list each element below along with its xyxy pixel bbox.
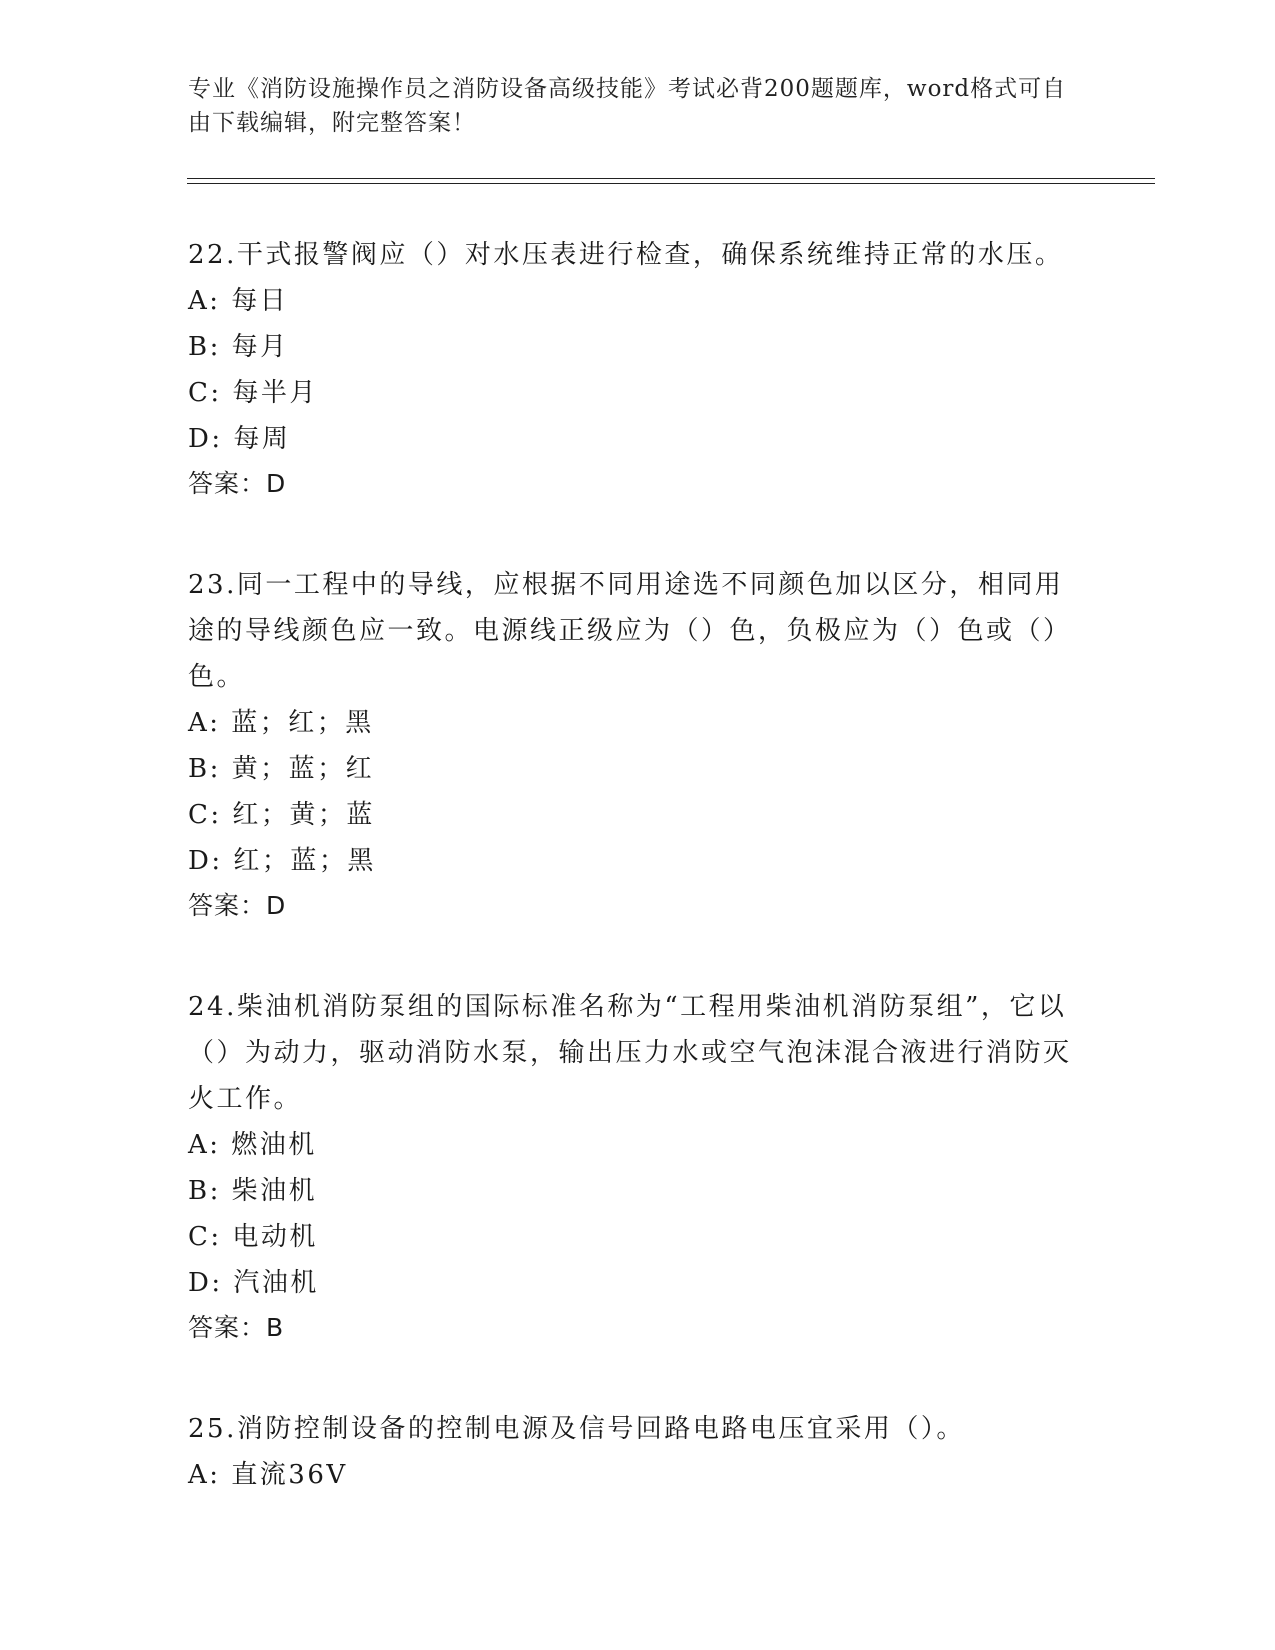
question-22 — [188, 232, 1088, 506]
option-c: C: 红；黄；蓝 — [188, 800, 375, 830]
question-stem: 25.消防控制设备的控制电源及信号回路电路电压宜采用（）。 — [188, 1414, 965, 1444]
option-b: B: 黄；蓝；红 — [188, 754, 375, 784]
option-b: B: 每月 — [188, 332, 289, 362]
option-b: B: 柴油机 — [188, 1176, 318, 1206]
option-a: A: 蓝；红；黑 — [188, 708, 374, 738]
answer: 答案：D — [188, 891, 287, 920]
question-list — [188, 232, 1088, 1554]
header-rule-bottom — [187, 183, 1155, 184]
option-a: A: 每日 — [188, 286, 289, 316]
question-23 — [188, 562, 1088, 928]
question-stem: 23.同一工程中的导线，应根据不同用途选不同颜色加以区分，相同用途的导线颜色应一致。电源线正级应为（）色，负极应为（）色或（）色。 — [188, 570, 1072, 692]
question-stem: 24.柴油机消防泵组的国际标准名称为“工程用柴油机消防泵组”，它以（）为动力，驱动消防水泵，输出压力水或空气泡沫混合液进行消防灭火工作。 — [188, 992, 1072, 1114]
option-d: D: 每周 — [188, 424, 291, 454]
option-d: D: 汽油机 — [188, 1268, 319, 1298]
option-c: C: 电动机 — [188, 1222, 318, 1252]
question-25 — [188, 1406, 1088, 1498]
answer: 答案：D — [188, 469, 287, 498]
option-a: A: 燃油机 — [188, 1130, 317, 1160]
question-stem: 22.干式报警阀应（）对水压表进行检查，确保系统维持正常的水压。 — [188, 240, 1064, 270]
option-a: A: 直流36V — [188, 1460, 348, 1490]
question-24 — [188, 984, 1088, 1350]
option-c: C: 每半月 — [188, 378, 318, 408]
header-rule-top — [187, 178, 1155, 179]
option-d: D: 红；蓝；黑 — [188, 846, 376, 876]
document-header: 专业《消防设施操作员之消防设备高级技能》考试必背200题题库，word格式可自由下载编辑，附完整答案！ — [188, 76, 1067, 136]
answer: 答案：B — [188, 1313, 285, 1342]
